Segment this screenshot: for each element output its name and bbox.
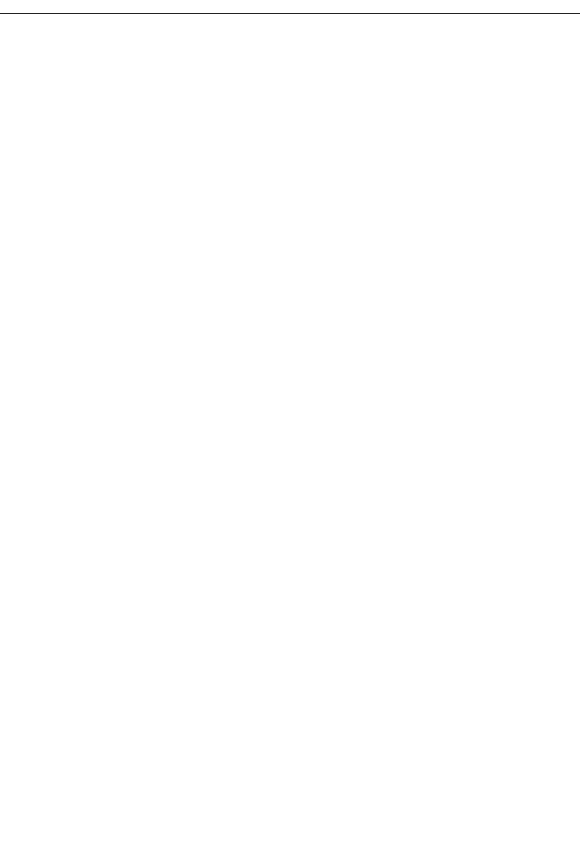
page-header (0, 0, 580, 14)
